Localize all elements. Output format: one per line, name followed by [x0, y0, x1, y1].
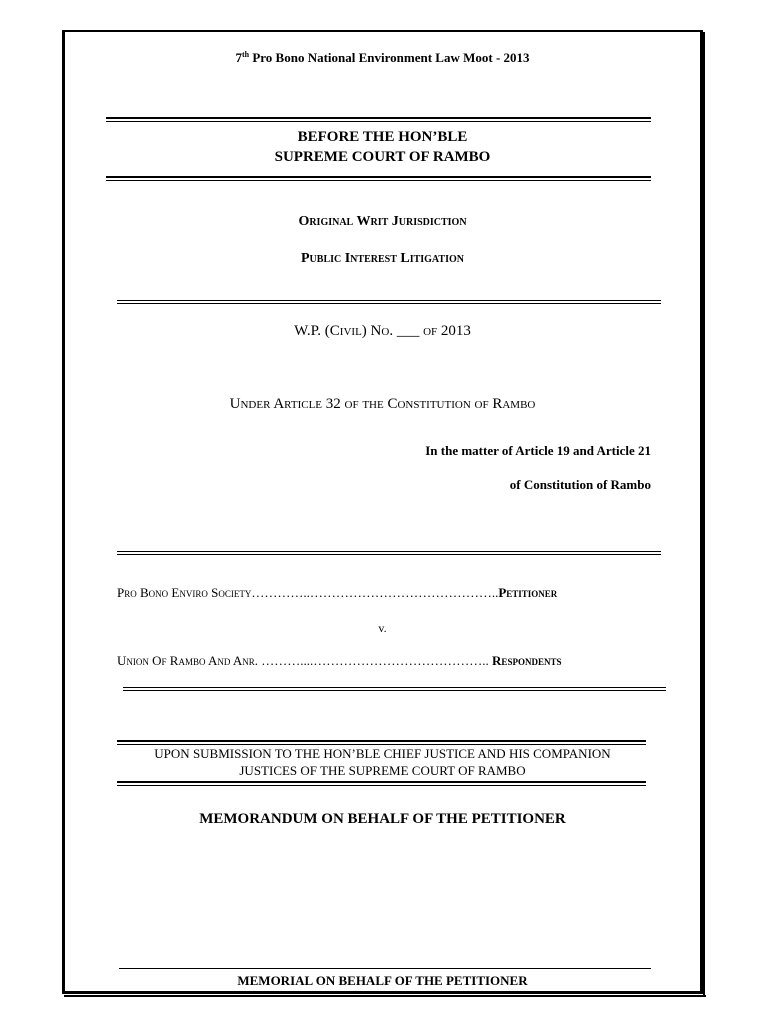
matter-line-1: In the matter of Article 19 and Article 21 — [425, 443, 651, 458]
petitioner-role: Petitioner — [498, 585, 558, 600]
memorandum-title: MEMORANDUM ON BEHALF OF THE PETITIONER — [199, 811, 566, 827]
page-border-shadow-right — [703, 32, 705, 997]
footer-rule — [119, 968, 651, 969]
moot-ordinal: 7 — [235, 50, 242, 65]
footer-text: MEMORIAL ON BEHALF OF THE PETITIONER — [237, 973, 528, 988]
court-line-2: SUPREME COURT OF RAMBO — [274, 149, 491, 165]
petitioner-dots: …………..…………………………………….. — [251, 585, 499, 600]
petition-number: W.P. (Civil) No. ___ of 2013 — [294, 323, 471, 339]
divider-court-bottom — [106, 176, 651, 181]
court-title — [62, 127, 703, 167]
divider-petition — [117, 300, 661, 304]
moot-header — [62, 50, 703, 66]
submission-text — [62, 745, 703, 779]
respondent-line — [117, 653, 561, 669]
divider-submission-bottom — [117, 781, 646, 786]
submission-line-1: UPON SUBMISSION TO THE HON’BLE CHIEF JUSTICE AND HIS COMPANION — [154, 746, 611, 761]
petitioner-name: Pro Bono Enviro Society — [117, 585, 252, 600]
litigation-heading: Public Interest Litigation — [301, 251, 464, 266]
moot-title: Pro Bono National Environment Law Moot - 2013 — [249, 50, 530, 65]
divider-court-top — [106, 117, 651, 122]
jurisdiction-heading: Original Writ Jurisdiction — [298, 214, 467, 229]
respondent-dots: ………....………………………………….. — [258, 653, 493, 668]
moot-ordinal-suffix: th — [241, 50, 250, 59]
submission-line-2: JUSTICES OF THE SUPREME COURT OF RAMBO — [239, 763, 526, 778]
court-line-1: BEFORE THE HON’BLE — [297, 129, 468, 145]
petitioner-line — [117, 585, 557, 601]
page-border — [62, 30, 703, 994]
versus: v. — [378, 621, 387, 635]
respondent-name: Union Of Rambo And Anr. — [117, 653, 259, 668]
divider-parties-bottom — [123, 687, 666, 691]
matter-line-2: of Constitution of Rambo — [509, 477, 651, 492]
respondent-role: Respondents — [492, 653, 562, 668]
divider-parties-top — [117, 551, 661, 555]
page-border-shadow-bottom — [64, 995, 706, 997]
article-line: Under Article 32 of the Constitution of Rambo — [229, 396, 536, 412]
